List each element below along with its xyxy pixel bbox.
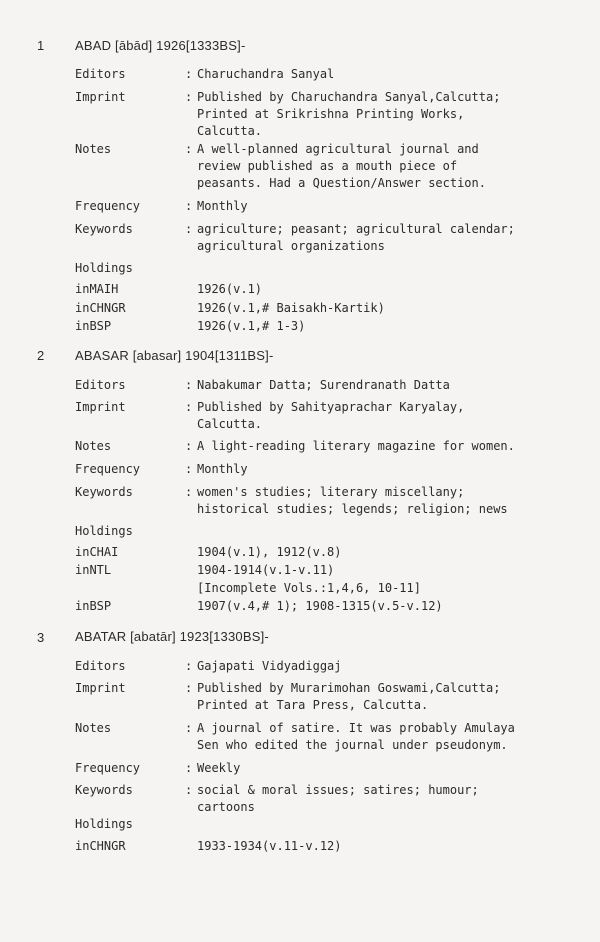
holding-library: inBSP xyxy=(75,319,112,333)
editors-label: Editors xyxy=(75,378,126,392)
entry-number: 3 xyxy=(37,630,45,645)
entry-number: 2 xyxy=(37,348,45,363)
imprint-label: Imprint xyxy=(75,90,126,104)
editors-value: Gajapati Vidyadiggaj xyxy=(197,659,342,673)
notes-line: A light-reading literary magazine for women. xyxy=(197,439,515,453)
keywords-line: historical studies; legends; religion; news xyxy=(197,502,508,516)
keywords-line: social & moral issues; satires; humour; xyxy=(197,783,479,797)
imprint-line: Published by Charuchandra Sanyal,Calcutta; xyxy=(197,90,501,104)
imprint-line: Printed at Tara Press, Calcutta. xyxy=(197,698,429,712)
imprint-label: Imprint xyxy=(75,681,126,695)
holdings-label: Holdings xyxy=(75,817,133,831)
entry-number: 1 xyxy=(37,38,45,53)
holding-volumes: 1926(v.1,# Baisakh-Kartik) xyxy=(197,301,385,315)
holding-volumes: 1933-1934(v.11-v.12) xyxy=(197,839,342,853)
entry-title: ABASAR [abasar] 1904[1311BS]- xyxy=(75,348,274,363)
entry-title: ABAD [ābād] 1926[1333BS]- xyxy=(75,38,246,53)
imprint-line: Published by Sahityaprachar Karyalay, xyxy=(197,400,465,414)
frequency-label: Frequency xyxy=(75,761,141,775)
editors-value: Nabakumar Datta; Surendranath Datta xyxy=(197,378,450,392)
keywords-label: Keywords xyxy=(75,222,133,236)
entry-title: ABATAR [abatār] 1923[1330BS]- xyxy=(75,629,269,644)
holding-volumes: 1926(v.1,# 1-3) xyxy=(197,319,306,333)
frequency-value: Weekly xyxy=(197,761,241,775)
keywords-line: agricultural organizations xyxy=(197,239,385,253)
holding-library: inBSP xyxy=(75,599,112,613)
notes-label: Notes xyxy=(75,721,112,735)
imprint-line: Calcutta. xyxy=(197,124,263,138)
holding-library: inNTL xyxy=(75,563,112,577)
holding-volumes: 1907(v.4,# 1); 1908-1315(v.5-v.12) xyxy=(197,599,443,613)
keywords-label: Keywords xyxy=(75,485,133,499)
holding-volumes: 1904(v.1), 1912(v.8) xyxy=(197,545,342,559)
imprint-line: Printed at Srikrishna Printing Works, xyxy=(197,107,465,121)
notes-line: A journal of satire. It was probably Amulaya xyxy=(197,721,515,735)
holdings-label: Holdings xyxy=(75,524,133,538)
imprint-line: Calcutta. xyxy=(197,417,263,431)
holding-volumes: 1904-1914(v.1-v.11) xyxy=(197,563,335,577)
imprint-line: Published by Murarimohan Goswami,Calcutta; xyxy=(197,681,501,695)
keywords-line: cartoons xyxy=(197,800,255,814)
editors-label: Editors xyxy=(75,67,126,81)
notes-line: review published as a mouth piece of xyxy=(197,159,458,173)
holding-library: inCHNGR xyxy=(75,301,126,315)
notes-line: peasants. Had a Question/Answer section. xyxy=(197,176,486,190)
editors-label: Editors xyxy=(75,659,126,673)
frequency-label: Frequency xyxy=(75,462,141,476)
frequency-label: Frequency xyxy=(75,199,141,213)
holding-library: inCHAI xyxy=(75,545,119,559)
holding-library: inCHNGR xyxy=(75,839,126,853)
keywords-line: agriculture; peasant; agricultural calendar; xyxy=(197,222,515,236)
holdings-label: Holdings xyxy=(75,261,133,275)
notes-line: Sen who edited the journal under pseudonym. xyxy=(197,738,508,752)
editors-value: Charuchandra Sanyal xyxy=(197,67,335,81)
imprint-label: Imprint xyxy=(75,400,126,414)
holding-library: inMAIH xyxy=(75,282,119,296)
holding-volumes: 1926(v.1) xyxy=(197,282,263,296)
notes-line: A well-planned agricultural journal and xyxy=(197,142,479,156)
frequency-value: Monthly xyxy=(197,199,248,213)
holding-volumes: [Incomplete Vols.:1,4,6, 10-11] xyxy=(197,581,421,595)
keywords-label: Keywords xyxy=(75,783,133,797)
catalogue-page: 1 ABAD [ābād] 1926[1333BS]- Editors : Charuchandra Sanyal Imprint : Published by Charuchandra Sanyal,Calcutta; Printed at Srikrishna Printing Works, Calcutta. Notes : A well-planned agricultural journal and review published as a mouth piece of peasants. Had a Question/Answer section. Frequency : Monthly Keywords : agriculture; peasant; agricultural calendar; agricultural organizations Holdings inMAIH 1926(v.1) inCHNGR 1926(v.1,# Baisakh-Kartik) inBSP 1926(v.1,# 1-3) 2 ABASAR [abasar] 1904[1311BS]- Editors : Nabakumar Datta; Surendranath Datta Imprint : Published by Sahityaprachar Karyalay, Calcutta. Notes : A light-reading literary magazine for women. Frequency : Monthly Keywords : women's studies; literary miscellany; historical studies; legends; religion; news Holdings inCHAI 1904(v.1), 1912(v.8) inNTL 1904-1914(v.1-v.11) [Incomplete Vols.:1,4,6, 10-11] inBSP 1907(v.4,# 1); 1908-1315(v.5-v.12) 3 ABATAR [abatār] 1923[1330BS]- Editors : Gajapati Vidyadiggaj Imprint : Published by Murarimohan Goswami,Calcutta; Printed at Tara Press, Calcutta. Notes : A journal of satire. It was probably Amulaya Sen who edited the journal under pseudonym. Frequency : Weekly Keywords : social & moral issues; satires; humour; cartoons Holdings inCHNGR 1933-1934(v.11-v.12) xyxy=(0,0,600,942)
keywords-line: women's studies; literary miscellany; xyxy=(197,485,465,499)
frequency-value: Monthly xyxy=(197,462,248,476)
notes-label: Notes xyxy=(75,142,112,156)
notes-label: Notes xyxy=(75,439,112,453)
